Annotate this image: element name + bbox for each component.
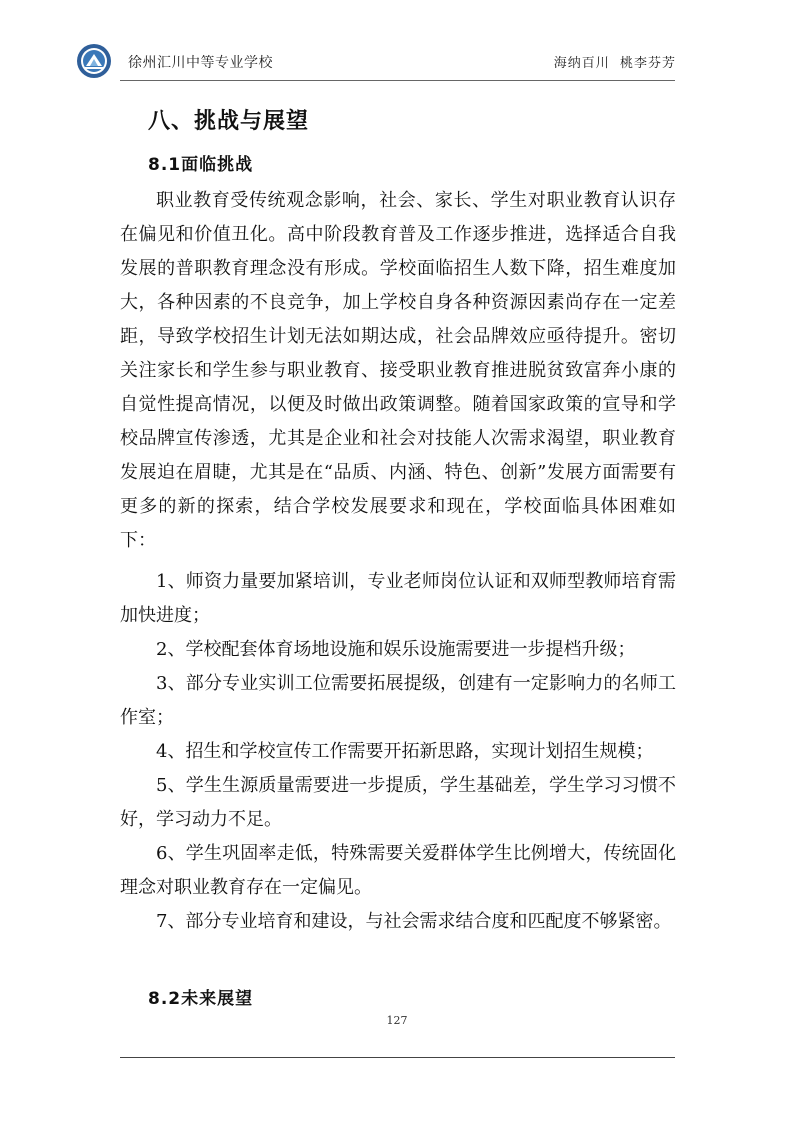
subsection-title-challenges: 8.1面临挑战	[148, 155, 254, 175]
school-motto: 海纳百川 桃李芬芳	[553, 56, 676, 71]
subsection-title-outlook: 8.2未来展望	[148, 989, 254, 1009]
header-divider	[120, 80, 675, 81]
section-title: 八、挑战与展望	[148, 109, 310, 134]
list-item: 6、学生巩固率走低，特殊需要关爱群体学生比例增大，传统固化理念对职业教育存在一定偏见。	[120, 843, 676, 898]
school-logo-icon	[76, 43, 112, 79]
list-item: 2、学校配套体育场地设施和娱乐设施需要进一步提档升级；	[156, 639, 636, 660]
footer-divider	[120, 1057, 675, 1058]
school-name: 徐州汇川中等专业学校	[128, 55, 273, 71]
page-number: 127	[386, 1014, 408, 1027]
list-item: 4、招生和学校宣传工作需要开拓新思路，实现计划招生规模；	[156, 741, 654, 762]
list-item: 1、师资力量要加紧培训，专业老师岗位认证和双师型教师培育需加快进度；	[120, 571, 676, 626]
list-item: 5、学生生源质量需要进一步提质，学生基础差，学生学习习惯不好，学习动力不足。	[120, 775, 676, 830]
list-item: 3、部分专业实训工位需要拓展提级，创建有一定影响力的名师工作室；	[120, 673, 676, 728]
intro-paragraph: 职业教育受传统观念影响，社会、家长、学生对职业教育认识存在偏见和价值丑化。高中阶段教育普及工作逐步推进，选择适合自我发展的普职教育理念没有形成。学校面临招生人数下降，招生难度加大，各种因素的不良竞争，加上学校自身各种资源因素尚存在一定差距，导致学校招生计划无法如期达成，社会品牌效应亟待提升。密切关注家长和学生参与职业教育、接受职业教育推进脱贫致富奔小康的自觉性提高情况，以便及时做出政策调整。随着国家政策的宣导和学校品牌宣传渗透，尤其是企业和社会对技能人次需求渴望，职业教育发展迫在眉睫，尤其是在“品质、内涵、特色、创新”发展方面需要有更多的新的探索，结合学校发展要求和现在，学校面临具体困难如下：	[120, 190, 676, 551]
list-item: 7、部分专业培育和建设，与社会需求结合度和匹配度不够紧密。	[156, 911, 672, 932]
page-header	[76, 40, 676, 80]
